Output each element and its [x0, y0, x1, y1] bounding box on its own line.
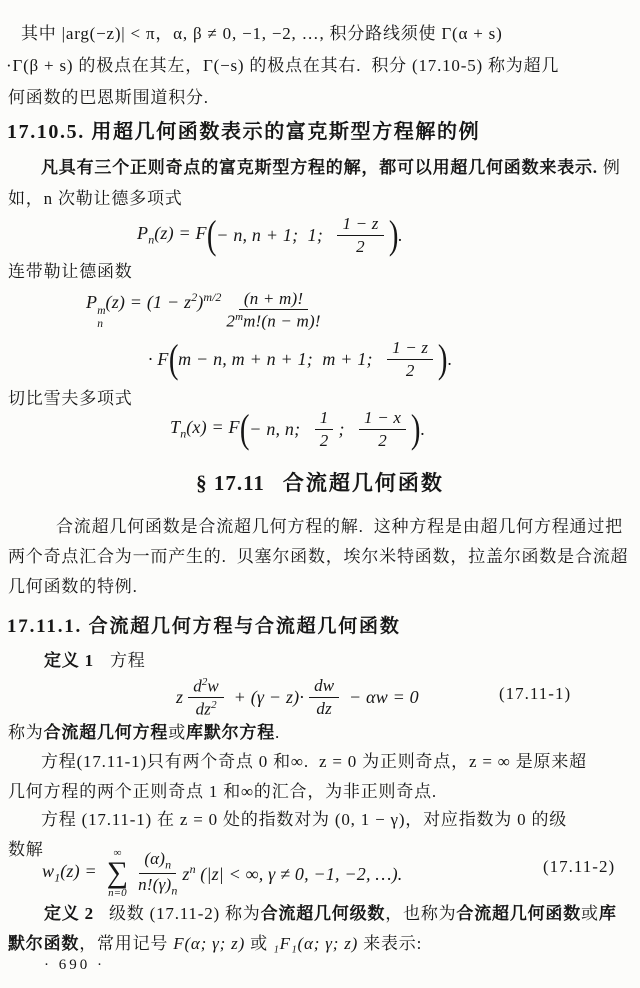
den-base: 2 [226, 311, 236, 331]
fraction-dw-dz [309, 676, 339, 717]
intro-paragraph-line-2: ·Γ(β + s) 的极点在其左，Γ(−s) 的极点在其右. 积分 (17.10-5) 称为超几 [6, 56, 560, 75]
fraction-pochhammer [138, 849, 177, 898]
arguments: − n, n + 1; 1; [216, 224, 333, 245]
emphasis-text: 凡具有三个正则奇点的富克斯型方程的解，都可以用超几何函数来表示. [41, 158, 598, 177]
fraction-half [315, 408, 334, 449]
den-exp: m [235, 311, 244, 324]
close-paren: ) [410, 406, 421, 451]
denominator [138, 874, 177, 898]
notation-F: F(α; γ; z) [173, 934, 246, 953]
section-title: 合流超几何函数 [282, 471, 444, 495]
chebyshev-label: 切比雪夫多项式 [8, 389, 133, 408]
close-paren: ) [388, 212, 399, 257]
heading-17-11 [0, 467, 640, 497]
term-confluent-equation: 合流超几何方程 [43, 723, 169, 742]
close-paren: ) [438, 336, 448, 381]
denominator [226, 310, 320, 331]
denominator: 2 [319, 430, 329, 450]
singular-points-line-1: 方程(17.11-1)只有两个奇点 0 和∞. z = 0 为正则奇点，z = ∞ 是原来超 [41, 752, 587, 771]
page-number: · 690 · [44, 957, 105, 973]
dot-F: · F [148, 348, 169, 369]
period: . [275, 723, 281, 742]
numerator: (n + m)! [239, 289, 308, 310]
var-z: z [176, 686, 184, 707]
formula-kummer-equation [176, 672, 419, 722]
equals: (z) = [60, 860, 102, 881]
denominator: dz [316, 698, 332, 718]
assoc-legendre-label: 连带勒让德函数 [8, 262, 133, 281]
fraction [387, 338, 433, 379]
kummer-name-line [8, 722, 280, 743]
formula-chebyshev [170, 403, 425, 455]
d: d [193, 676, 202, 696]
definition-label: 定义 1 [44, 651, 94, 670]
section-number: § 17.11 [196, 471, 265, 495]
numerator: 1 − z [337, 214, 383, 235]
den-rest: m!(n − m)! [243, 311, 321, 331]
equals-F: (x) = F [186, 416, 240, 437]
definition-text: 方程 [109, 651, 146, 670]
exponent-pair-line-1: 方程 (17.11-1) 在 z = 0 处的指数对为 (0, 1 − γ)，对应指数为 0 的级 [41, 810, 568, 829]
var-P: P [86, 291, 98, 312]
intro-paragraph-line-3: 何函数的巴恩斯围道积分. [8, 88, 209, 107]
numerator [139, 849, 176, 874]
plain-text: 或 [168, 723, 187, 742]
formula-lhs [170, 417, 240, 442]
tail-term: − αw = 0 [344, 686, 419, 707]
fuchs-paragraph-line-2: 如，n 次勒让德多项式 [8, 189, 183, 208]
plain-text: 例 [597, 158, 621, 177]
dz: dz [195, 699, 212, 719]
intro-paragraph-line-1: 其中 |arg(−z)| < π，α, β ≠ 0, −1, −2, …, 积分路线须使 Γ(α + s) [21, 24, 503, 43]
denominator: 2 [378, 430, 387, 450]
sub-n: n [180, 426, 187, 441]
formula-legendre-polynomial [137, 209, 403, 261]
var-w: w [42, 860, 55, 881]
formula-assoc-legendre-line-1 [86, 285, 326, 335]
formula-lhs [137, 223, 207, 248]
var-z: z [182, 863, 190, 884]
confluent-paragraph-line-1: 合流超几何函数是合流超几何方程的解. 这种方程是由超几何方程通过把 [56, 517, 623, 536]
sub-n: n [171, 882, 178, 897]
term-kummer-end: 默尔函数 [8, 934, 80, 953]
w: w [207, 676, 219, 696]
sup-2: 2 [201, 675, 208, 688]
heading-17-11-1: 17.11.1. 合流超几何方程与合流超几何函数 [7, 616, 401, 637]
open-paren: ( [168, 336, 179, 381]
denominator: 2 [405, 360, 415, 380]
plain-text: 或 [581, 904, 599, 923]
convergence-condition: (|z| < ∞, γ ≠ 0, −1, −2, …). [195, 863, 403, 884]
formula-series-solution [42, 845, 403, 901]
sigma-symbol: ∑ [106, 856, 129, 890]
term-kummer-equation: 库默尔方程 [186, 723, 276, 742]
plain-text: ，也称为 [385, 904, 457, 923]
definition-2-line-2 [8, 933, 422, 954]
sup-2: 2 [191, 289, 198, 304]
numerator: 1 [315, 408, 334, 429]
plain-text: 级数 (17.11-2) 称为 [103, 904, 261, 923]
heading-17-10-5: 17.10.5. 用超几何函数表示的富克斯型方程解的例 [7, 121, 481, 143]
plain-text: 来表示: [358, 934, 423, 953]
numerator: 1 − x [359, 408, 406, 429]
plain-text: ，常用记号 [79, 934, 174, 953]
formula-assoc-legendre-line-2 [148, 333, 452, 385]
summation [107, 847, 129, 899]
var-T: T [170, 416, 181, 437]
equation-number-17-11-1: (17.11-1) [499, 684, 572, 703]
middle-term: + (γ − z)· [228, 686, 305, 707]
fuchs-paragraph-line-1 [41, 157, 621, 178]
period: . [398, 224, 403, 245]
lower-limit: n=0 [108, 886, 127, 899]
plain-text: 或 [245, 934, 273, 953]
sup-2: 2 [211, 698, 217, 711]
open-paren: ( [206, 212, 217, 257]
arguments: m − n, m + n + 1; m + 1; [178, 348, 383, 369]
term-and-condition [182, 862, 402, 885]
sub-n: n [148, 232, 155, 247]
fraction [337, 214, 383, 255]
definition-label: 定义 2 [44, 904, 94, 923]
equals-F: (z) = F [154, 222, 207, 243]
separator: ; [338, 418, 355, 439]
numerator: 1 − z [387, 338, 433, 359]
numerator: dw [309, 676, 339, 697]
sub-1: 1 [54, 870, 61, 885]
term-kummer-start: 库 [598, 904, 617, 923]
denominator [196, 698, 217, 719]
sup-m-over-2: m/2 [203, 289, 222, 304]
sub-n: n [165, 857, 172, 872]
term-confluent-function: 合流超几何函数 [456, 904, 582, 923]
close-part: ) [197, 291, 204, 312]
singular-points-line-2: 几何方程的两个正则奇点 1 和∞的汇合，为非正则奇点. [8, 782, 437, 801]
upper-limit: ∞ [113, 847, 122, 860]
fraction [226, 289, 320, 331]
equals-part: (z) = (1 − z [105, 291, 192, 312]
formula-lhs [42, 861, 102, 886]
notation-1F1: ₁F₁(α; γ; z) [272, 934, 359, 953]
gamma-pochhammer: n!(γ) [138, 874, 172, 894]
term-confluent-series: 合流超几何级数 [260, 904, 386, 923]
numerator [188, 676, 224, 698]
definition-2-line-1 [44, 903, 617, 924]
arguments: − n, n; [249, 418, 310, 439]
alpha-pochhammer: (α) [144, 848, 166, 868]
equation-number-17-11-2: (17.11-2) [543, 857, 616, 876]
sup-m: m [97, 304, 106, 317]
period: . [447, 348, 453, 369]
sub-n: n [97, 317, 103, 330]
var-P: P [137, 222, 149, 243]
sub-sup-stack [97, 305, 105, 330]
open-paren: ( [239, 406, 250, 451]
exponent-pair-line-2: 数解 [8, 840, 44, 859]
denominator: 2 [356, 236, 365, 256]
confluent-paragraph-line-3: 几何函数的特例. [8, 577, 138, 596]
period: . [420, 418, 426, 439]
sup-n: n [189, 861, 196, 876]
fraction [359, 408, 406, 449]
formula-lhs [86, 290, 221, 330]
definition-1-line [44, 650, 146, 671]
fraction-d2w-dz2 [188, 676, 224, 718]
plain-text: 称为 [8, 723, 44, 742]
confluent-paragraph-line-2: 两个奇点汇合为一而产生的. 贝塞尔函数，埃尔米特函数，拉盖尔函数是合流超 [8, 547, 629, 566]
